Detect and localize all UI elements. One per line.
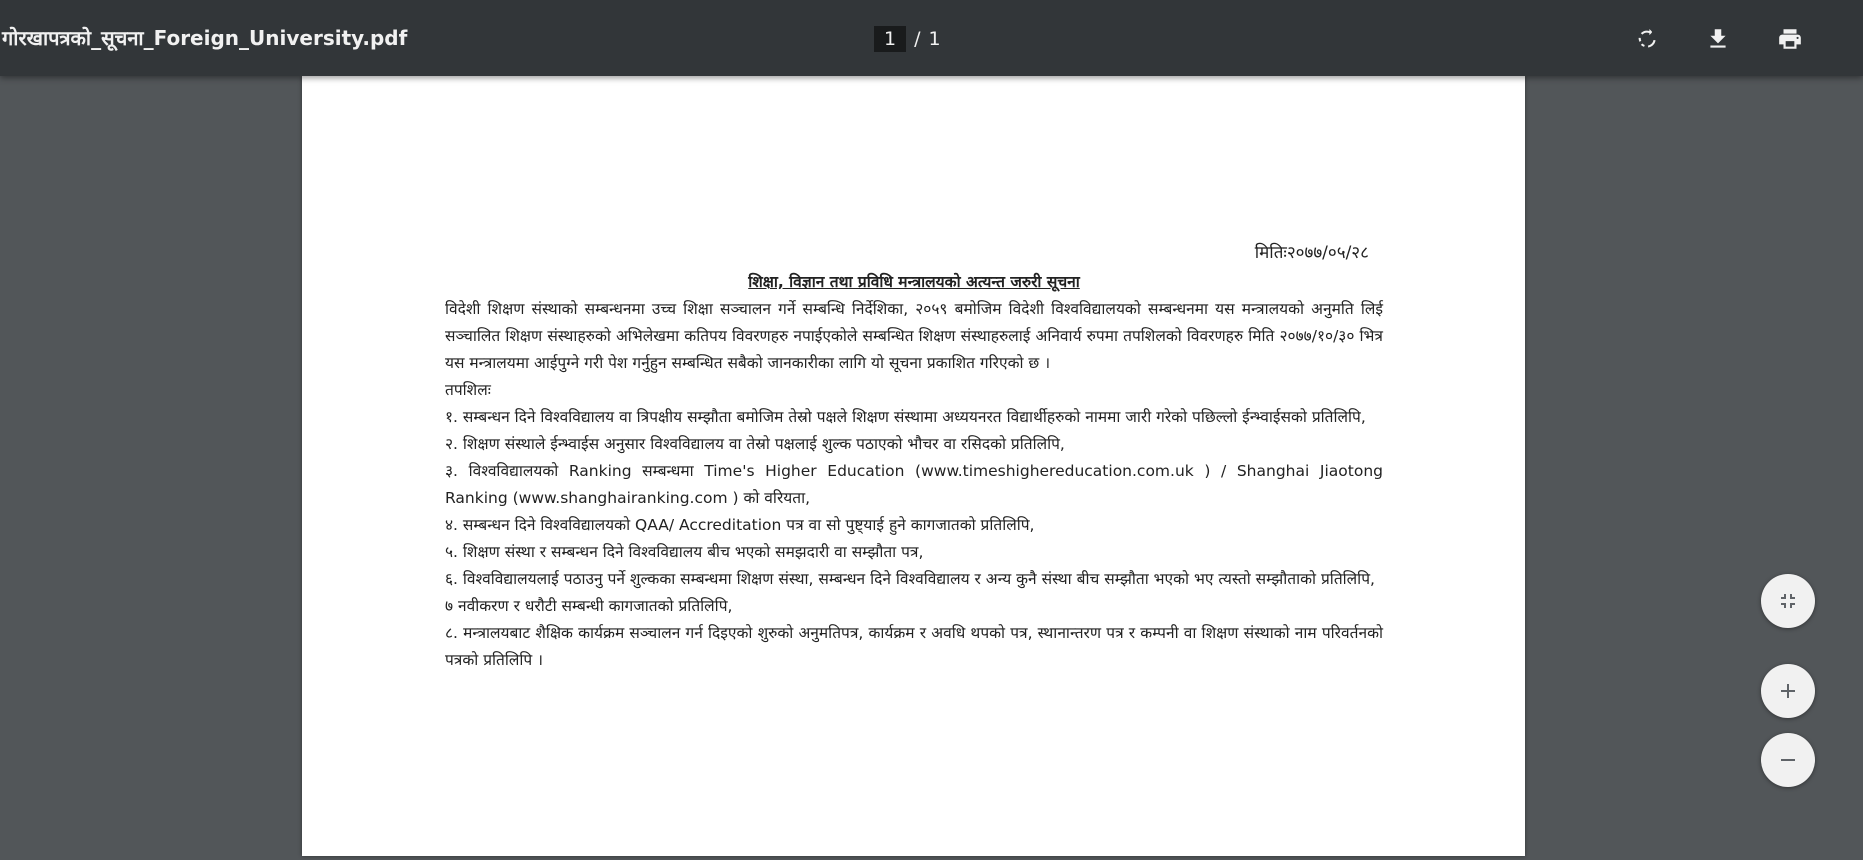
page-indicator [874,24,941,54]
zoom-in-icon [1776,679,1800,703]
list-item-4: ४. सम्बन्धन दिने विश्वविद्यालयको QAA/ Accreditation पत्र वा सो पुष्ट्याई हुने कागजातको प्रतिलिपि, [445,516,1035,534]
list-item-8: ८. मन्त्रालयबाट शैक्षिक कार्यक्रम सञ्चालन गर्न दिइएको शुरुको अनुमतिपत्र, कार्यक्रम र अवधि थपको पत्र, स्थानान्तरण पत्र र कम्पनी वा शिक्षण संस्थाको नाम परिवर्तनको पत्रको प्रतिलिपि । [445,624,1383,669]
print-icon [1777,26,1803,52]
notice-title: शिक्षा, विज्ञान तथा प्रविधि मन्त्रालयको अत्यन्त जरुरी सूचना [748,273,1080,291]
pdf-page [302,76,1525,856]
page-content [445,240,1383,674]
zoom-out-icon [1776,748,1800,772]
page-separator: / [914,28,921,50]
list-item-5: ५. शिक्षण संस्था र सम्बन्धन दिने विश्वविद्यालय बीच भएको समझदारी वा सम्झौता पत्र, [445,543,924,561]
pdf-toolbar [0,0,1863,76]
list-item-1: १. सम्बन्धन दिने विश्वविद्यालय वा त्रिपक्षीय सम्झौता बमोजिम तेस्रो पक्षले शिक्षण संस्थामा अध्ययनरत विद्यार्थीहरुको नाममा जारी गरेको पछिल्लो ईन्भ्वाईसको प्रतिलिपि, [445,408,1366,426]
print-button[interactable] [1771,20,1809,58]
fit-to-page-icon [1776,589,1800,613]
list-item-7: ७ नवीकरण र धरौटी सम्बन्धी कागजातको प्रतिलिपि, [445,597,733,615]
zoom-out-button[interactable] [1761,733,1815,787]
list-heading: तपशिलः [445,381,491,399]
download-button[interactable] [1699,20,1737,58]
notice-date: मितिः२०७७/०५/२८ [1254,243,1369,263]
list-item-2: २. शिक्षण संस्थाले ईन्भ्वाईस अनुसार विश्वविद्यालय वा तेस्रो पक्षलाई शुल्क पठाएको भौचर वा रसिदको प्रतिलिपि, [445,435,1065,453]
fit-to-page-button[interactable] [1761,574,1815,628]
rotate-icon [1634,26,1660,52]
document-title: गोरखापत्रको_सूचना_Foreign_University.pdf [2,26,408,50]
list-item-3: ३. विश्वविद्यालयको Ranking सम्बन्धमा Time's Higher Education (www.timeshighereducation.com.uk ) / Shanghai Jiaotong Ranking (www.shanghairanking.com ) को वरियता, [445,462,1383,507]
download-icon [1705,26,1731,52]
zoom-in-button[interactable] [1761,664,1815,718]
notice-intro: विदेशी शिक्षण संस्थाको सम्बन्धनमा उच्च शिक्षा सञ्चालन गर्ने सम्बन्धि निर्देशिका, २०५९ बमोजिम विदेशी विश्वविद्यालयको सम्बन्धनमा यस मन्त्रालयको अनुमति लिई सञ्चालित शिक्षण संस्थाहरुको अभिलेखमा कतिपय विवरणहरु नपाईएकोले सम्बन्धित शिक्षण संस्थाहरुलाई अनिवार्य रुपमा तपशिलको विवरणहरु मिति २०७७/१०/३० भित्र यस मन्त्रालयमा आईपुग्ने गरी पेश गर्नुहुन सम्बन्धित सबैको जानकारीका लागि यो सूचना प्रकाशित गरिएको छ । [445,300,1383,372]
total-pages: 1 [928,28,941,50]
rotate-button[interactable] [1628,20,1666,58]
list-item-6: ६. विश्वविद्यालयलाई पठाउनु पर्ने शुल्कका सम्बन्धमा शिक्षण संस्था, सम्बन्धन दिने विश्वविद्यालय र अन्य कुनै संस्था बीच सम्झौता भएको भए त्यस्तो सम्झौताको प्रतिलिपि, [445,570,1375,588]
current-page-input[interactable]: 1 [874,26,906,52]
document-viewer[interactable] [0,76,1863,860]
